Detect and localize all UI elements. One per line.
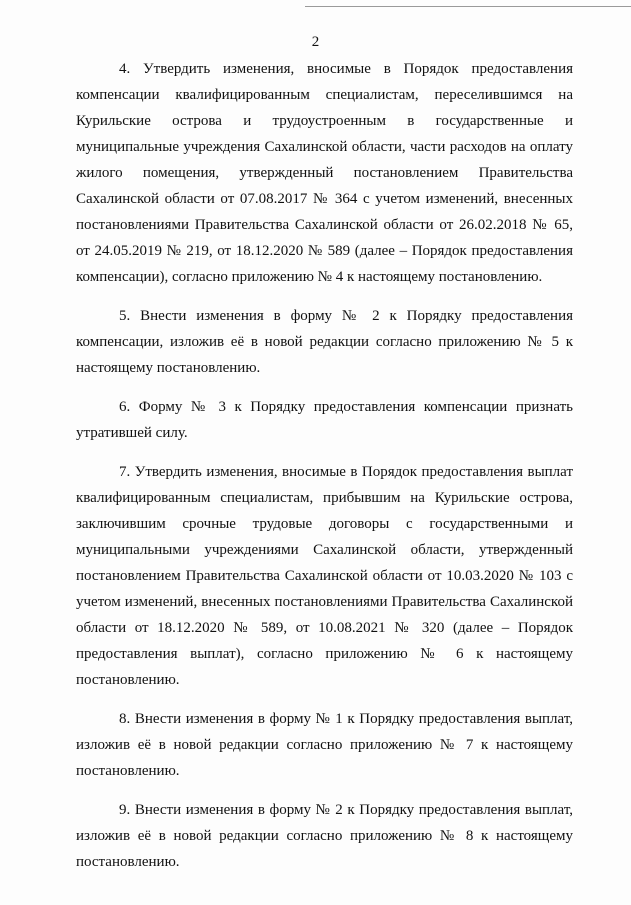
paragraph-item-9: 9. Внести изменения в форму № 2 к Порядку предоставления выплат, изложив её в новой редакции согласно приложению № 8 к настоящему постановлению. xyxy=(76,802,573,870)
paragraph-item-6: 6. Форму № 3 к Порядку предоставления компенсации признать утратившей силу. xyxy=(76,399,573,441)
paragraph-item-4: 4. Утвердить изменения, вносимые в Порядок предоставления компенсации квалифицированным специалистам, переселившимся на Курильские острова и трудоустроенным в государственные и муниципальные учреждения Сахалинской области, части расходов на оплату жилого помещения, утвержденный постановлением Правительства Сахалинской области от 07.08.2017 № 364 с учетом изменений, внесенных постановлениями Правительства Сахалинской области от 26.02.2018 № 65, от 24.05.2019 № 219, от 18.12.2020 № 589 (далее – Порядок предоставления компенсации), согласно приложению № 4 к настоящему постановлению. xyxy=(76,61,573,285)
paragraph-item-5: 5. Внести изменения в форму № 2 к Порядку предоставления компенсации, изложив её в новой редакции согласно приложению № 5 к настоящему постановлению. xyxy=(76,308,573,376)
top-scan-line xyxy=(305,6,631,7)
paragraph-item-7: 7. Утвердить изменения, вносимые в Порядок предоставления выплат квалифицированным специалистам, прибывшим на Курильские острова, заключившим срочные трудовые договоры с государственными и муниципальными учреждениями Сахалинской области, утвержденный постановлением Правительства Сахалинской области от 10.03.2020 № 103 с учетом изменений, внесенных постановлениями Правительства Сахалинской области от 18.12.2020 № 589, от 10.08.2021 № 320 (далее – Порядок предоставления выплат), согласно приложению № 6 к настоящему постановлению. xyxy=(76,464,573,688)
page-number: 2 xyxy=(311,34,320,50)
document-body xyxy=(76,56,573,888)
paragraph-item-8: 8. Внести изменения в форму № 1 к Порядку предоставления выплат, изложив её в новой редакции согласно приложению № 7 к настоящему постановлению. xyxy=(76,711,573,779)
